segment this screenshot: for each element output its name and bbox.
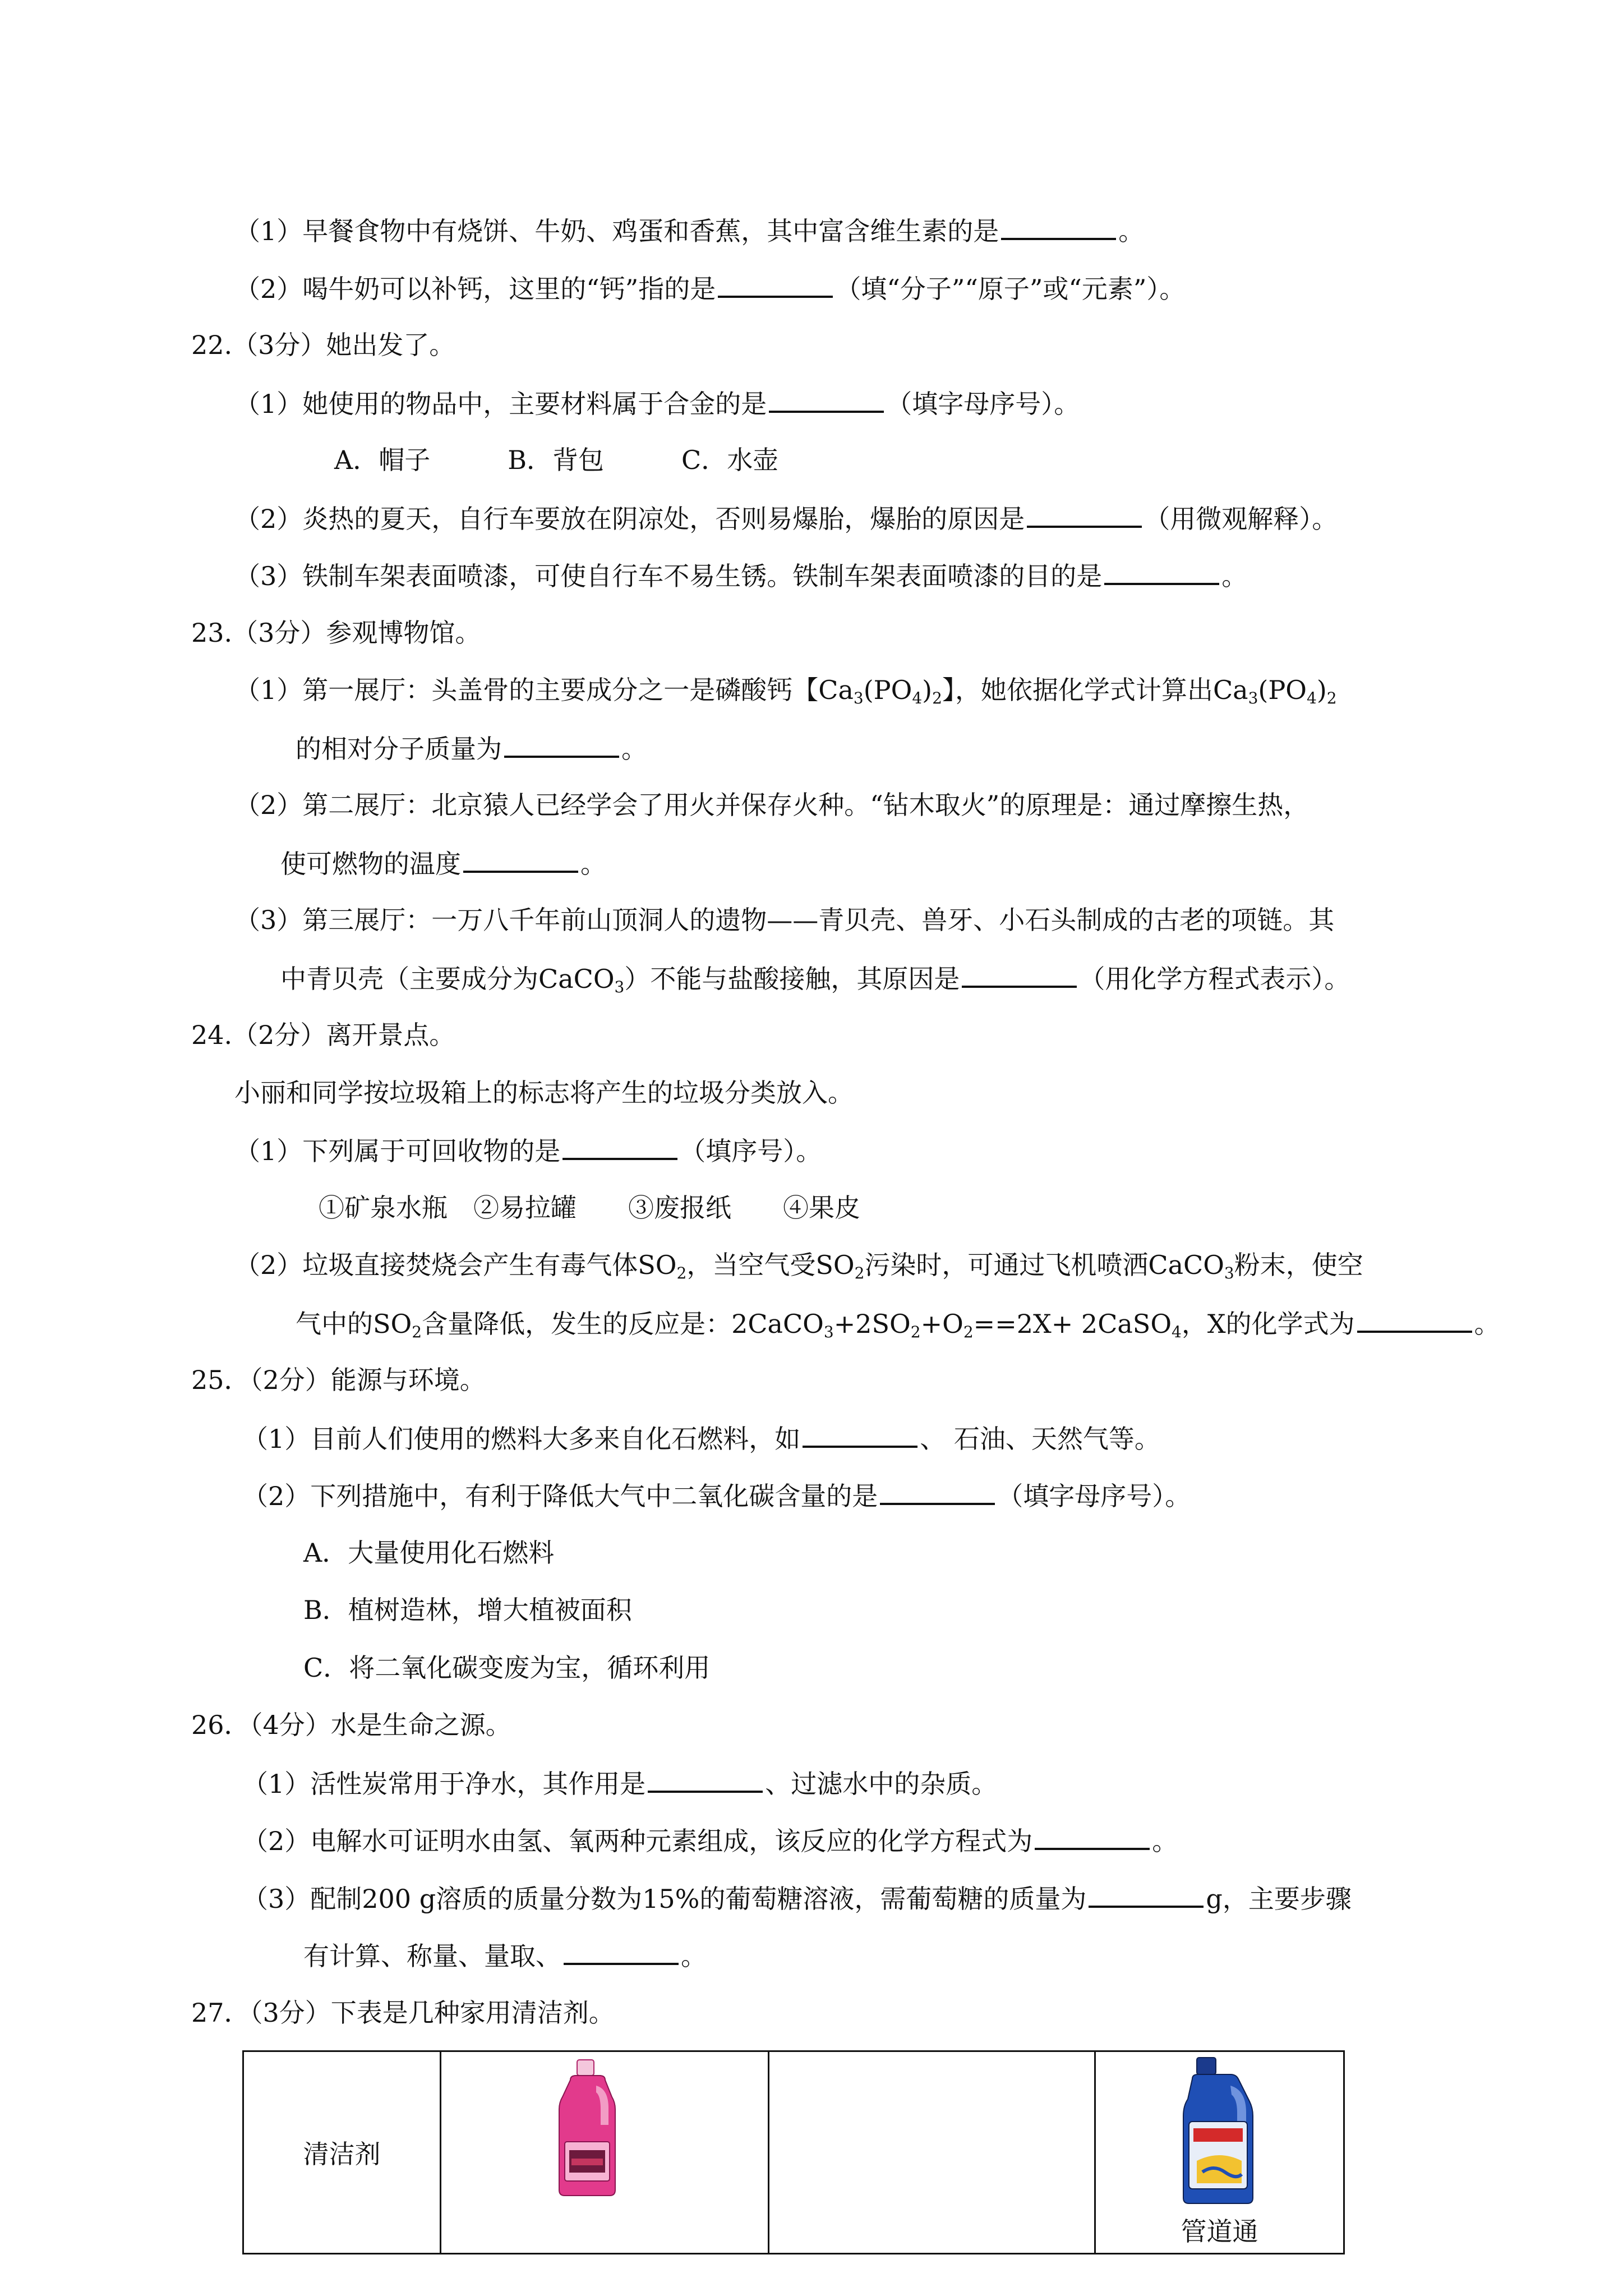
- q26-part3-line2: [303, 1938, 707, 1973]
- pink-bottle-cell: [441, 2051, 769, 2254]
- q24-part2-line2: [296, 1306, 1500, 1341]
- q24-text: 污染时，可通过飞机喷洒CaCO: [864, 1250, 1224, 1280]
- q21-part1: [234, 213, 1144, 248]
- q22-part1: [234, 386, 1080, 421]
- answer-blank[interactable]: [463, 846, 578, 873]
- q23-part1-line2-text: 的相对分子质量为: [296, 734, 502, 764]
- q24-part1-text: （1）下列属于可回收物的是: [234, 1136, 561, 1166]
- subscript: 2: [412, 1323, 422, 1341]
- q23-text: ): [1316, 675, 1327, 705]
- q24-text: 含量降低，发生的反应是：2CaCO: [422, 1309, 824, 1339]
- q26-part3-text: （3）配制200 g溶质的质量分数为15%的葡萄糖溶液，需葡萄糖的质量为: [242, 1884, 1087, 1914]
- row-label: 清洁剂: [303, 2139, 381, 2169]
- q25-part2-text: （2）下列措施中，有利于降低大气中二氧化碳含量的是: [242, 1481, 878, 1511]
- q22-part2-text: （2）炎热的夏天，自行车要放在阴凉处，否则易爆胎，爆胎的原因是: [234, 504, 1025, 534]
- empty-cell: [769, 2051, 1095, 2254]
- q24-text: +O: [920, 1309, 963, 1339]
- pipe-cleaner-cell: [1095, 2051, 1344, 2254]
- answer-blank[interactable]: [803, 1421, 917, 1448]
- answer-blank[interactable]: [564, 1938, 679, 1965]
- q24-text: 粉末，使空: [1234, 1250, 1363, 1280]
- q23-text: ）不能与盐酸接触，其原因是: [624, 964, 960, 994]
- answer-blank[interactable]: [1027, 501, 1142, 528]
- q26-part3-end: 。: [681, 1941, 707, 1971]
- pink-cleaner-bottle-image: [554, 2058, 621, 2198]
- q25-option-b: B．植树造林，增大植被面积: [303, 1595, 632, 1625]
- answer-blank[interactable]: [880, 1478, 995, 1505]
- q26-part1: [242, 1766, 997, 1801]
- q23-text: ): [922, 675, 933, 705]
- subscript: 3: [823, 1323, 834, 1341]
- q23-part2-end: 。: [580, 849, 606, 879]
- q24-text: ，当空气受SO: [686, 1250, 855, 1280]
- q22-part3-end: 。: [1221, 561, 1248, 591]
- q26-part2-end: 。: [1152, 1826, 1178, 1856]
- q26-part3: [242, 1881, 1352, 1916]
- q27-title: 27．（3分）下表是几种家用清洁剂。: [191, 1998, 615, 2028]
- answer-blank[interactable]: [648, 1766, 763, 1793]
- q24-part1-end: （填序号）。: [680, 1136, 822, 1166]
- q23-title: 23.（3分）参观博物馆。: [191, 618, 481, 648]
- q24-part2-end: 。: [1474, 1309, 1500, 1339]
- q23-part2-line2-text: 使可燃物的温度: [280, 849, 461, 879]
- q23-part3: （3）第三展厅：一万八千年前山顶洞人的遗物——青贝壳、兽牙、小石头制成的古老的项链。其: [234, 905, 1335, 935]
- q23-part2: （2）第二展厅：北京猿人已经学会了用火并保存火种。“钻木取火”的原理是：通过摩擦生热，: [234, 790, 1310, 820]
- pipe-cleaner-caption: 管道通: [1181, 2216, 1258, 2247]
- q24-part1: [234, 1133, 822, 1168]
- subscript: 3: [853, 689, 864, 707]
- subscript: 2: [1326, 689, 1337, 707]
- subscript: 4: [1172, 1323, 1182, 1341]
- q21-part2-end: （填“分子”“原子”或“元素”）。: [835, 274, 1186, 304]
- answer-blank[interactable]: [562, 1133, 677, 1160]
- q25-part1-end: 、 石油、天然气等。: [920, 1424, 1160, 1454]
- q25-option-a: A．大量使用化石燃料: [303, 1538, 555, 1568]
- subscript: 4: [912, 689, 923, 707]
- row-label-cell: [243, 2051, 441, 2254]
- q25-part2-end: （填字母序号）。: [997, 1481, 1191, 1511]
- cleaner-table: [242, 2050, 1345, 2254]
- answer-blank[interactable]: [769, 386, 884, 413]
- q23-part1: [234, 673, 1337, 707]
- q23-part3-line2: [280, 961, 1350, 996]
- q23-part1-line2: [296, 731, 647, 766]
- table-row: [243, 2051, 1344, 2254]
- q22-part2-end: （用微观解释）。: [1144, 504, 1338, 534]
- q24-title: 24.（2分）离开景点。: [191, 1020, 455, 1050]
- q24-text: ==2X+ 2CaSO: [973, 1309, 1172, 1339]
- subscript: 2: [963, 1323, 974, 1341]
- answer-blank[interactable]: [1104, 558, 1219, 585]
- q24-text: +2SO: [833, 1309, 911, 1339]
- q23-part1-end: 。: [621, 734, 647, 764]
- subscript: 3: [614, 978, 625, 996]
- q22-part3: [234, 558, 1247, 593]
- q25-part1-text: （1）目前人们使用的燃料大多来自化石燃料，如: [242, 1424, 801, 1454]
- q25-title: 25．（2分）能源与环境。: [191, 1365, 486, 1395]
- subscript: 2: [676, 1264, 687, 1282]
- q24-text: （2）垃圾直接焚烧会产生有毒气体SO: [234, 1250, 677, 1280]
- q23-part3-end: （用化学方程式表示）。: [1079, 964, 1350, 994]
- q26-part3-line2-text: 有计算、称量、量取、: [303, 1941, 561, 1971]
- q26-part2: [242, 1823, 1178, 1858]
- q24-part2: [234, 1248, 1363, 1282]
- blue-pipe-cleaner-bottle-image: [1180, 2054, 1258, 2206]
- q22-part1-text: （1）她使用的物品中，主要材料属于合金的是: [234, 389, 767, 419]
- q23-text: (PO: [863, 675, 912, 705]
- subscript: 2: [910, 1323, 921, 1341]
- answer-blank[interactable]: [1357, 1306, 1472, 1333]
- answer-blank[interactable]: [1035, 1823, 1150, 1850]
- q21-part1-end: 。: [1118, 216, 1145, 246]
- q22-part1-end: （填字母序号）。: [886, 389, 1080, 419]
- q24-intro: 小丽和同学按垃圾箱上的标志将产生的垃圾分类放入。: [234, 1078, 854, 1108]
- q26-title: 26．（4分）水是生命之源。: [191, 1710, 511, 1740]
- q23-part2-line2: [280, 846, 606, 881]
- subscript: 3: [1248, 689, 1258, 707]
- q25-part2: [242, 1478, 1191, 1513]
- answer-blank[interactable]: [1089, 1881, 1204, 1908]
- q26-part2-text: （2）电解水可证明水由氢、氧两种元素组成，该反应的化学方程式为: [242, 1826, 1033, 1856]
- q22-part2: [234, 501, 1338, 536]
- q21-part2-text: （2）喝牛奶可以补钙，这里的“钙”指的是: [234, 274, 716, 304]
- q25-option-c: C．将二氧化碳变废为宝，循环利用: [303, 1653, 711, 1683]
- subscript: 3: [1224, 1264, 1234, 1282]
- q26-part1-end: 、过滤水中的杂质。: [765, 1769, 998, 1799]
- q21-part1-text: （1）早餐食物中有烧饼、牛奶、鸡蛋和香蕉，其中富含维生素的是: [234, 216, 999, 246]
- q23-text: 】，她依据化学式计算出Ca: [942, 675, 1248, 705]
- q22-part3-text: （3）铁制车架表面喷漆，可使自行车不易生锈。铁制车架表面喷漆的目的是: [234, 561, 1103, 591]
- q24-text: 气中的SO: [296, 1309, 412, 1339]
- subscript: 4: [1307, 689, 1317, 707]
- q23-text: 中青贝壳（主要成分为CaCO: [280, 964, 615, 994]
- answer-blank[interactable]: [718, 271, 833, 298]
- q23-text: (PO: [1258, 675, 1307, 705]
- q24-text: ，X的化学式为: [1181, 1309, 1355, 1339]
- answer-blank[interactable]: [1001, 213, 1116, 240]
- q26-part1-text: （1）活性炭常用于净水，其作用是: [242, 1769, 646, 1799]
- q24-options: ①矿泉水瓶 ②易拉罐 ③废报纸 ④果皮: [319, 1193, 860, 1223]
- subscript: 2: [854, 1264, 865, 1282]
- q21-part2: [234, 271, 1185, 306]
- subscript: 2: [932, 689, 942, 707]
- q23-text: （1）第一展厅：头盖骨的主要成分之一是磷酸钙【Ca: [234, 675, 854, 705]
- answer-blank[interactable]: [962, 961, 1077, 988]
- answer-blank[interactable]: [504, 731, 619, 758]
- q25-part1: [242, 1421, 1160, 1456]
- q26-part3-mid: g，主要步骤: [1206, 1884, 1352, 1914]
- q22-title: 22.（3分）她出发了。: [191, 330, 455, 360]
- q22-options: A．帽子 B．背包 C．水壶: [334, 445, 779, 475]
